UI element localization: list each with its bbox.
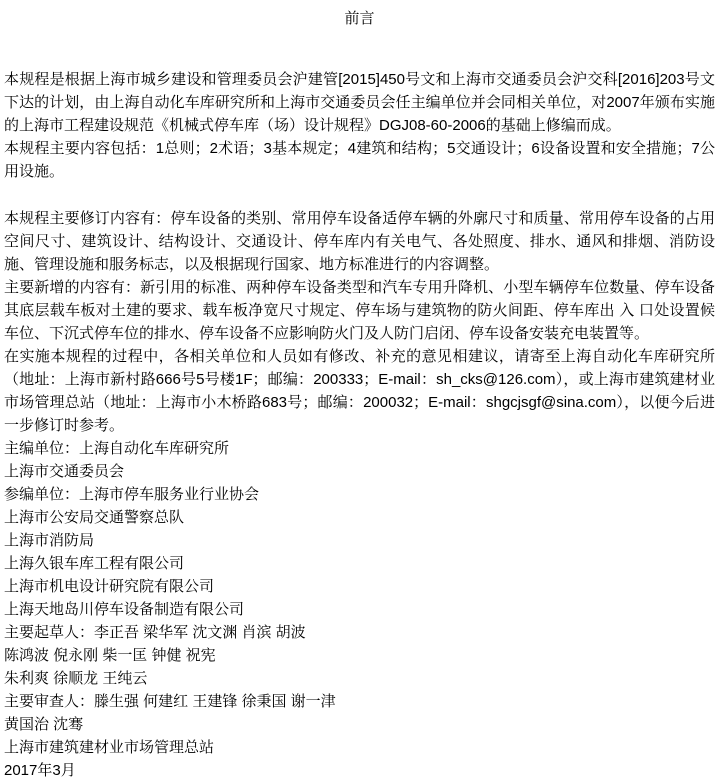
credit-line-unit: 上海市机电设计研究院有限公司: [4, 578, 215, 595]
credit-line-main-reviewers: 主要审查人：滕生强 何建红 王建锋 徐秉国 谢一津: [4, 693, 336, 710]
credit-line-drafters: 朱利爽 徐顺龙 王纯云: [4, 670, 148, 687]
credit-line-unit: 上海市公安局交通警察总队: [4, 509, 185, 526]
credit-line-main-drafters: 主要起草人：李正吾 梁华军 沈文渊 肖滨 胡波: [4, 624, 306, 641]
preface-paragraph-feedback: 在实施本规程的过程中，各相关单位和人员如有修改、补充的意见相建议，请寄至上海自动化车库研究所（地址：上海市新村路666号5号楼1F；邮编：200333；E-mail：sh_cks@126.com），或上海市建筑建材业市场管理总站（地址：上海市小木桥路683号；邮编：200032；E-mail：shgcjsgf@sina.com），以便今后进一步修订时参考。: [4, 348, 715, 434]
preface-paragraph-revisions: 本规程主要修订内容有：停车设备的类别、常用停车设备适停车辆的外廓尺寸和质量、常用停车设备的占用空间尺寸、建筑设计、结构设计、交通设计、停车库内有关电气、各处照度、排水、通风和排烟、消防设施、管理设施和服务标志，以及根据现行国家、地方标准进行的内容调整。: [4, 210, 715, 273]
credit-line-co-editor-unit: 参编单位：上海市停车服务业行业协会: [4, 486, 260, 503]
credit-line-reviewers: 黄国治 沈骞: [4, 716, 84, 733]
credit-line-unit: 上海天地岛川停车设备制造有限公司: [4, 601, 245, 618]
credit-line-unit: 上海市消防局: [4, 532, 95, 549]
credit-line-publishing-unit: 上海市建筑建材业市场管理总站: [4, 739, 215, 756]
credit-line-chief-editor-unit: 主编单位：上海自动化车库研究所: [4, 440, 230, 457]
credit-line-unit: 上海市交通委员会: [4, 463, 125, 480]
preface-paragraph-contents: 本规程主要内容包括：1总则；2术语；3基本规定；4建筑和结构；5交通设计；6设备设置和安全措施；7公用设施。: [4, 140, 715, 180]
preface-paragraph-origin: 本规程是根据上海市城乡建设和管理委员会沪建管[2015]450号文和上海市交通委员会沪交科[2016]203号文下达的计划，由上海自动化车库研究所和上海市交通委员会任主编单位并会同相关单位，对2007年颁布实施的上海市工程建设规范《机械式停车库（场）设计规程》DGJ08-60-2006的基础上修编而成。: [4, 71, 715, 134]
credit-line-date: 2017年3月: [4, 762, 76, 779]
preface-paragraph-additions: 主要新增的内容有：新引用的标准、两种停车设备类型和汽车专用升降机、小型车辆停车位数量、停车设备其底层载车板对土建的要求、载车板净宽尺寸规定、停车场与建筑物的防火间距、停车库出 入 口处设置候车位、下沉式停车位的排水、停车设备不应影响防火门及人防门启闭、停车设备安装充电装置等。: [4, 279, 715, 342]
credit-line-drafters: 陈鸿波 倪永刚 柴一匡 钟健 祝宪: [4, 647, 216, 664]
page-title: 前言: [344, 10, 375, 27]
credit-line-unit: 上海久银车库工程有限公司: [4, 555, 185, 572]
